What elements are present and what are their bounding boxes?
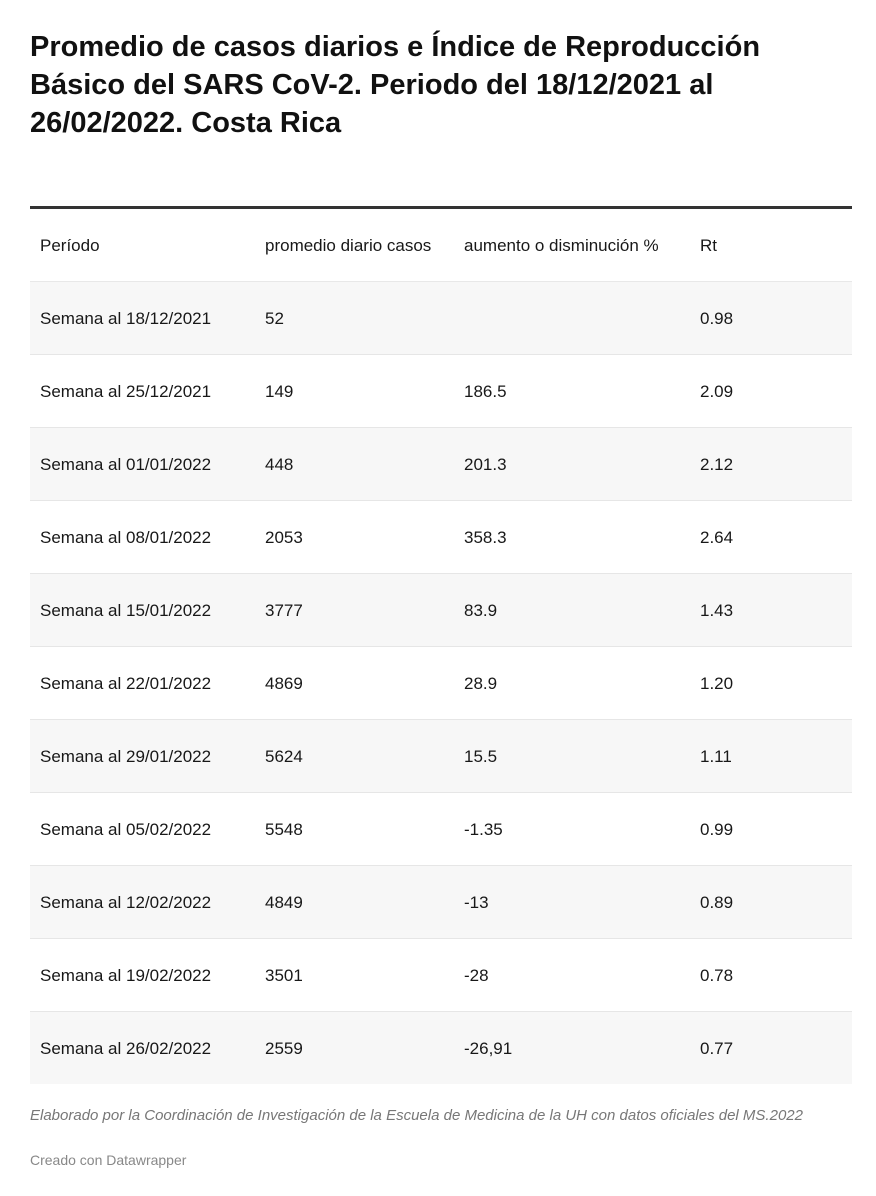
cell-periodo: Semana al 29/01/2022 — [30, 720, 255, 793]
table-row — [30, 793, 852, 866]
cell-promedio-diario: 52 — [255, 282, 454, 355]
cell-aumento-disminucion: 28.9 — [454, 647, 690, 720]
cell-aumento-disminucion: 83.9 — [454, 574, 690, 647]
cell-promedio-diario: 3501 — [255, 939, 454, 1012]
table-row — [30, 939, 852, 1012]
source-notes: Elaborado por la Coordinación de Investigación de la Escuela de Medicina de la UH con datos oficiales del MS.2022 — [30, 1107, 803, 1124]
cell-periodo: Semana al 22/01/2022 — [30, 647, 255, 720]
cell-periodo: Semana al 05/02/2022 — [30, 793, 255, 866]
table-row — [30, 720, 852, 793]
cell-aumento-disminucion: 358.3 — [454, 501, 690, 574]
table-row — [30, 282, 852, 355]
table-row — [30, 1012, 852, 1085]
cell-promedio-diario: 2559 — [255, 1012, 454, 1085]
cell-promedio-diario: 149 — [255, 355, 454, 428]
header-periodo[interactable]: Período — [30, 208, 255, 282]
cell-aumento-disminucion: 201.3 — [454, 428, 690, 501]
cell-periodo: Semana al 25/12/2021 — [30, 355, 255, 428]
cell-periodo: Semana al 18/12/2021 — [30, 282, 255, 355]
cell-promedio-diario: 2053 — [255, 501, 454, 574]
cell-promedio-diario: 3777 — [255, 574, 454, 647]
table-row — [30, 501, 852, 574]
cell-rt: 0.89 — [690, 866, 852, 939]
cell-aumento-disminucion: -26,91 — [454, 1012, 690, 1085]
table-row — [30, 866, 852, 939]
cell-aumento-disminucion: -28 — [454, 939, 690, 1012]
cell-periodo: Semana al 26/02/2022 — [30, 1012, 255, 1085]
cell-periodo: Semana al 19/02/2022 — [30, 939, 255, 1012]
datawrapper-credit[interactable]: Creado con Datawrapper — [30, 1152, 187, 1168]
data-table — [30, 206, 852, 1084]
header-promedio-diario[interactable]: promedio diario casos — [255, 208, 454, 282]
cell-periodo: Semana al 12/02/2022 — [30, 866, 255, 939]
cell-aumento-disminucion — [454, 282, 690, 355]
cell-promedio-diario: 5624 — [255, 720, 454, 793]
cell-rt: 2.09 — [690, 355, 852, 428]
data-table-container — [30, 206, 852, 1084]
cell-rt: 1.11 — [690, 720, 852, 793]
cell-promedio-diario: 4869 — [255, 647, 454, 720]
table-row — [30, 355, 852, 428]
table-row — [30, 428, 852, 501]
cell-promedio-diario: 5548 — [255, 793, 454, 866]
cell-rt: 2.12 — [690, 428, 852, 501]
cell-rt: 0.77 — [690, 1012, 852, 1085]
cell-aumento-disminucion: 15.5 — [454, 720, 690, 793]
cell-aumento-disminucion: -1.35 — [454, 793, 690, 866]
table-body — [30, 282, 852, 1085]
cell-rt: 1.43 — [690, 574, 852, 647]
cell-promedio-diario: 448 — [255, 428, 454, 501]
cell-periodo: Semana al 08/01/2022 — [30, 501, 255, 574]
cell-aumento-disminucion: 186.5 — [454, 355, 690, 428]
cell-periodo: Semana al 01/01/2022 — [30, 428, 255, 501]
header-aumento-disminucion[interactable]: aumento o disminución % — [454, 208, 690, 282]
cell-rt: 0.98 — [690, 282, 852, 355]
table-row — [30, 647, 852, 720]
chart-title: Promedio de casos diarios e Índice de Reproducción Básico del SARS CoV-2. Periodo del 18/12/2021 al 26/02/2022. Costa Rica — [30, 31, 761, 139]
cell-aumento-disminucion: -13 — [454, 866, 690, 939]
cell-periodo: Semana al 15/01/2022 — [30, 574, 255, 647]
cell-rt: 2.64 — [690, 501, 852, 574]
cell-rt: 0.99 — [690, 793, 852, 866]
cell-promedio-diario: 4849 — [255, 866, 454, 939]
table-row — [30, 574, 852, 647]
cell-rt: 0.78 — [690, 939, 852, 1012]
header-rt[interactable]: Rt — [690, 208, 852, 282]
cell-rt: 1.20 — [690, 647, 852, 720]
table-header-row — [30, 208, 852, 282]
